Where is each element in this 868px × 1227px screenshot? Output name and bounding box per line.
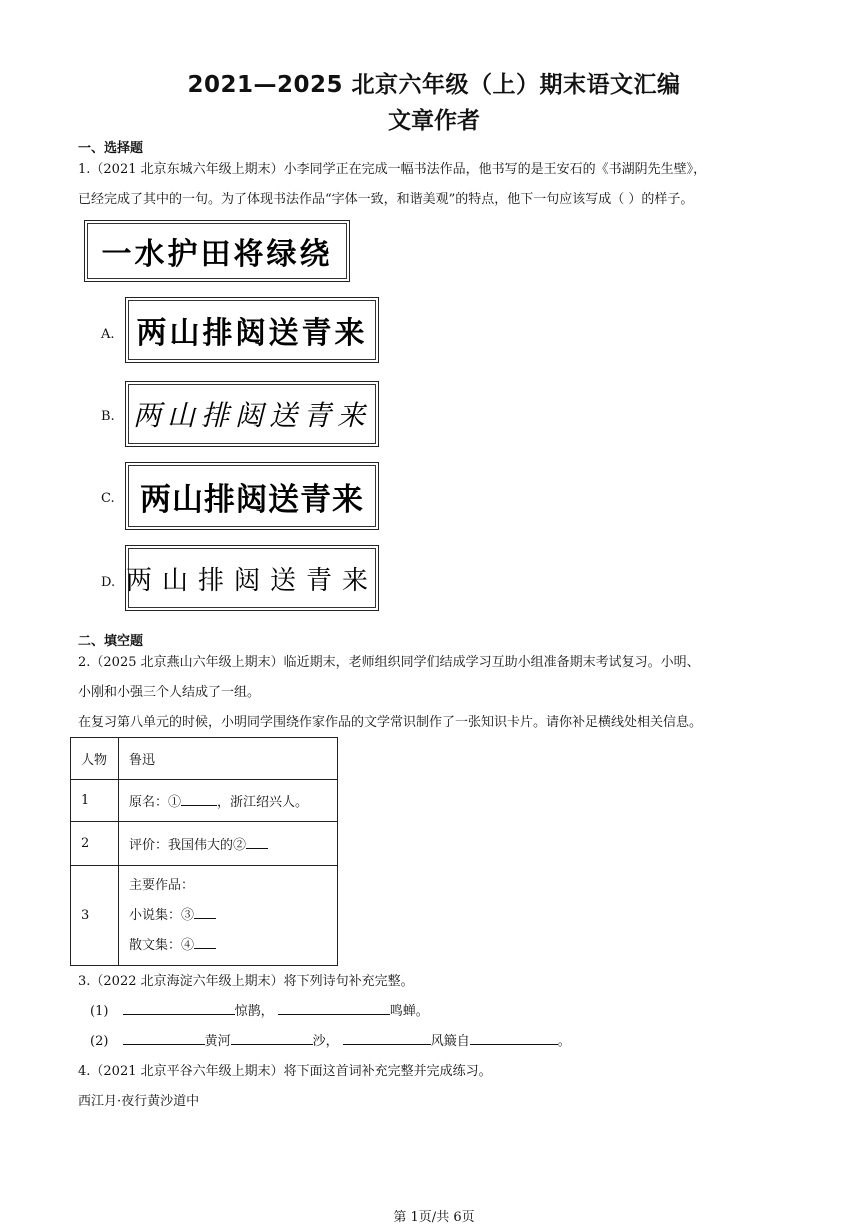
blank-poem-6[interactable] (470, 1031, 558, 1045)
q3-poem-line2 (90, 1030, 571, 1049)
table-cell (119, 780, 338, 822)
main-works-label: 主要作品： (129, 877, 195, 893)
poem-item-number: (1) (90, 1004, 109, 1019)
given-calligraphy-image (84, 220, 350, 282)
given-calligraphy-text: 一水护田将绿绕 (101, 237, 333, 272)
knowledge-card-table (70, 737, 338, 966)
blank-poem-1[interactable] (123, 1001, 235, 1015)
hometown-text: ，浙江绍兴人。 (217, 795, 309, 810)
prose-collection-label: 散文集：④ (129, 937, 195, 953)
table-cell (119, 866, 338, 966)
table-row (71, 780, 338, 822)
novel-collection-label: 小说集：③ (129, 907, 195, 923)
option-a-calligraphy[interactable] (125, 297, 379, 363)
option-c-text: 两山排闼送青来 (140, 481, 364, 518)
table-row (71, 738, 338, 780)
q4-text-line1: 4.（2021 北京平谷六年级上期末）将下面这首词补充完整并完成练习。 (78, 1064, 492, 1079)
table-cell-line (129, 931, 327, 961)
q1-text-line2: 已经完成了其中的一句。为了体现书法作品“字体一致，和谐美观”的特点，他下一句应该写成（ ）的样子。 (78, 192, 694, 207)
option-b-text: 两山排闼送青来 (132, 399, 371, 432)
table-header-person: 人物 (71, 738, 119, 780)
table-row (71, 866, 338, 966)
option-a-text: 两山排闼送青来 (136, 316, 368, 351)
table-cell-line (129, 901, 327, 931)
q3-poem-line1 (90, 1000, 429, 1019)
blank-4[interactable] (194, 935, 216, 949)
blank-poem-2[interactable] (278, 1001, 390, 1015)
document-title: 2021—2025 北京六年级（上）期末语文汇编 (187, 72, 681, 98)
option-b-calligraphy[interactable] (125, 381, 379, 447)
blank-poem-3[interactable] (123, 1031, 205, 1045)
option-d-calligraphy[interactable] (125, 545, 379, 611)
poem-item-number: (2) (90, 1034, 109, 1049)
q2-text-line3: 在复习第八单元的时候，小明同学围绕作家作品的文学常识制作了一张知识卡片。请你补足横线处相关信息。 (78, 715, 703, 730)
poem-text: 黄河 (204, 1034, 231, 1049)
document-subtitle: 文章作者 (388, 108, 480, 134)
row-number: 2 (71, 822, 119, 866)
evaluation-label: 评价：我国伟大的② (129, 838, 247, 853)
section-heading-fill: 二、填空题 (78, 634, 144, 649)
page-number: 第 1页/共 6页 (393, 1210, 475, 1225)
blank-3[interactable] (194, 905, 216, 919)
row-number: 1 (71, 780, 119, 822)
original-name-label: 原名：① (129, 795, 182, 810)
q2-text-line2: 小刚和小强三个人结成了一组。 (78, 685, 261, 700)
option-d-label: D. (101, 575, 116, 590)
option-d-text: 两山排闼送青来 (126, 565, 379, 596)
poem-text: 惊鹊， (234, 1004, 274, 1019)
q4-poem-title: 西江月·夜行黄沙道中 (78, 1094, 200, 1109)
poem-text: 。 (557, 1034, 571, 1049)
table-header-name: 鲁迅 (119, 738, 338, 780)
poem-text: 沙， (312, 1034, 339, 1049)
table-cell (119, 822, 338, 866)
section-heading-choice: 一、选择题 (78, 141, 144, 156)
blank-2[interactable] (246, 835, 268, 849)
option-b-label: B. (101, 409, 115, 424)
option-c-calligraphy[interactable] (125, 462, 379, 530)
blank-poem-4[interactable] (231, 1031, 313, 1045)
option-c-label: C. (101, 491, 115, 506)
row-number: 3 (71, 866, 119, 966)
blank-poem-5[interactable] (343, 1031, 431, 1045)
q1-text-line1: 1.（2021 北京东城六年级上期末）小李同学正在完成一幅书法作品，他书写的是王安石的《书湖阴先生壁》， (78, 162, 707, 177)
poem-text: 鸣蝉。 (389, 1004, 429, 1019)
table-row (71, 822, 338, 866)
q2-text-line1: 2.（2025 北京燕山六年级上期末）临近期末，老师组织同学们结成学习互助小组准备期末考试复习。小明、 (78, 655, 700, 670)
blank-1[interactable] (181, 792, 217, 806)
option-a-label: A. (101, 327, 115, 342)
poem-text: 风簸自 (430, 1034, 470, 1049)
q3-text-line1: 3.（2022 北京海淀六年级上期末）将下列诗句补充完整。 (78, 974, 414, 989)
